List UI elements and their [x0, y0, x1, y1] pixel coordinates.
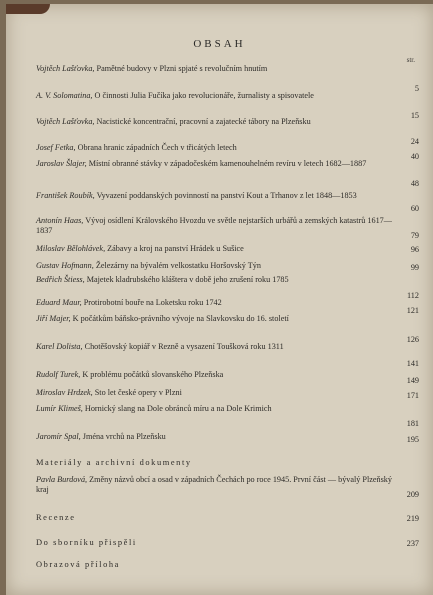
toc-title: Protirobotní bouře na Loketsku roku 1742	[83, 298, 222, 307]
reviews-heading: Recenze	[36, 513, 76, 522]
toc-author: Miroslav Hrdzek,	[36, 388, 93, 397]
bookmark-tab	[6, 4, 50, 14]
toc-author: Karel Dolista,	[36, 342, 83, 351]
toc-entry	[36, 314, 396, 324]
toc-page: 195	[406, 435, 419, 444]
toc-title: Pamětné budovy v Plzni spjaté s revolučním hnutím	[96, 64, 268, 73]
toc-page: 99	[410, 263, 419, 272]
toc-page: 48	[410, 179, 419, 188]
page-title: OBSAH	[193, 38, 246, 50]
toc-title: O činnosti Julia Fučíka jako revolucionáře, žurnalisty a spisovatele	[94, 91, 314, 100]
toc-author: Pavla Burdová,	[36, 475, 88, 484]
toc-page: 171	[406, 391, 419, 400]
toc-author: Gustav Hofmann,	[36, 261, 94, 270]
toc-entry	[36, 298, 396, 308]
toc-entry	[36, 143, 396, 153]
toc-entry	[36, 117, 396, 127]
toc-author: Eduard Maur,	[36, 298, 82, 307]
toc-page: 24	[410, 137, 419, 146]
toc-title: K počátkům báňsko-právního vývoje na Slavkovsku do 16. století	[72, 314, 289, 323]
toc-entry	[36, 91, 396, 101]
toc-title: Zábavy a kroj na panství Hrádek u Sušice	[107, 244, 244, 253]
toc-author: Jaroslav Šlajer,	[36, 159, 87, 168]
contributors-heading: Do sborníku přispěli	[36, 538, 137, 547]
toc-author: Rudolf Turek,	[36, 370, 81, 379]
toc-entry	[36, 159, 396, 169]
toc-page: 181	[406, 419, 419, 428]
toc-title: Chotěšovský kopiář v Rezně a vysazení Toušková roku 1311	[84, 342, 284, 351]
toc-entry	[36, 432, 396, 442]
toc-author: Jiří Majer,	[36, 314, 71, 323]
materials-heading: Materiály a archivní dokumenty	[36, 458, 192, 467]
toc-title: Hornický slang na Dole obránců míru a na Dole Krimich	[84, 404, 272, 413]
toc-title: Vývoj osídlení Královského Hvozdu ve světle nejstarších urbářů a zemských katastrů 1617—1837	[36, 216, 392, 235]
toc-author: Antonín Haas,	[36, 216, 84, 225]
toc-author: Lumír Klimeš,	[36, 404, 83, 413]
toc-title: Vyvazení poddanských povinností na panství Kout a Trhanov z let 1848—1853	[96, 191, 357, 200]
toc-title: Změny názvů obcí a osad v západních Čechách po roce 1945. První část — bývalý Plzeňský kraj	[36, 475, 392, 494]
toc-page: 5	[414, 84, 419, 93]
toc-entry	[36, 404, 396, 414]
toc-title: K problému počátků slovanského Plzeňska	[82, 370, 224, 379]
reviews-page: 219	[406, 514, 419, 523]
toc-entry	[36, 342, 396, 352]
toc-page: 209	[406, 490, 419, 499]
appendix-heading: Obrazová příloha	[36, 560, 120, 569]
toc-title: Majetek kladrubského kláštera v době jeho zrušení roku 1785	[86, 275, 289, 284]
toc-page: 60	[410, 204, 419, 213]
toc-title: Obrana hranic západních Čech v třicátých letech	[77, 143, 237, 152]
toc-page: 149	[406, 376, 419, 385]
toc-entry	[36, 475, 396, 494]
toc-title: Sto let české opery v Plzni	[94, 388, 182, 397]
toc-page: 40	[410, 152, 419, 161]
toc-author: Miloslav Bělohlávek,	[36, 244, 106, 253]
toc-title: Železárny na bývalém velkostatku Horšovský Týn	[95, 261, 261, 270]
contributors-page: 237	[406, 539, 419, 548]
toc-author: František Roubík,	[36, 191, 95, 200]
toc-entry	[36, 216, 396, 235]
book-page	[6, 4, 433, 595]
toc-author: A. V. Solomatina,	[36, 91, 93, 100]
toc-page: 96	[410, 245, 419, 254]
toc-page: 15	[410, 111, 419, 120]
toc-entry	[36, 64, 396, 74]
toc-entry	[36, 370, 396, 380]
toc-author: Vojtěch Lašťovka,	[36, 64, 95, 73]
toc-entry	[36, 191, 396, 201]
toc-entry	[36, 388, 396, 398]
toc-author: Jaromír Spal,	[36, 432, 81, 441]
toc-page: 121	[406, 306, 419, 315]
toc-entry	[36, 275, 396, 285]
toc-page: 79	[410, 231, 419, 240]
toc-entry	[36, 244, 396, 254]
toc-title: Jména vrchů na Plzeňsku	[82, 432, 166, 441]
toc-author: Vojtěch Lašťovka,	[36, 117, 95, 126]
page-column-label: str.	[406, 56, 415, 64]
toc-page: 112	[407, 291, 419, 300]
toc-page: 126	[406, 335, 419, 344]
toc-page: 141	[406, 359, 419, 368]
toc-entry	[36, 261, 396, 271]
toc-author: Josef Fetka,	[36, 143, 76, 152]
toc-title: Nacistické koncentrační, pracovní a zajatecké tábory na Plzeňsku	[96, 117, 311, 126]
toc-author: Bedřich Štiess,	[36, 275, 85, 284]
toc-title: Místní obranné stávky v západočeském kamenouhelném revíru v letech 1682—1887	[88, 159, 367, 168]
